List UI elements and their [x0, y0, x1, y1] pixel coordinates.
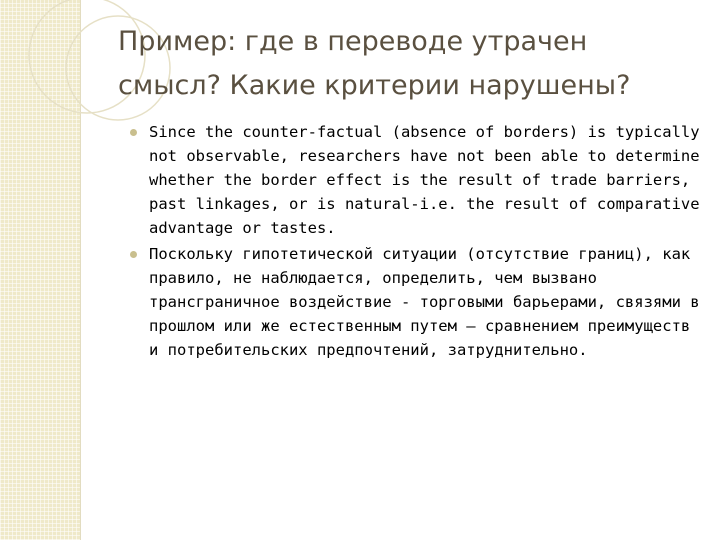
bullet-text: Since the counter-factual (absence of borders) is typically not observable, researchers have not been able to determine whether the border effect is the result of trade barriers, past linkages, or is natural-i.e. the result of comparative advantage or tastes. [149, 123, 700, 237]
bullet-text: Поскольку гипотетической ситуации (отсутствие границ), как правило, не наблюдается, определить, чем вызвано трансграничное воздействие - торговыми барьерами, связями в прошлом или же естественным путем – сравнением преимуществ и потребительских предпочтений, затруднительно. [149, 245, 700, 359]
bullet-dot-icon [130, 251, 137, 258]
bullet-dot-icon [130, 129, 137, 136]
bullet-list [130, 120, 705, 364]
bullet-item-russian [130, 242, 705, 362]
side-band-divider [80, 0, 81, 540]
slide-title: Пример: где в переводе утрачен смысл? Какие критерии нарушены? [118, 26, 631, 101]
bullet-item-english [130, 120, 705, 240]
decorative-side-band [0, 0, 80, 540]
